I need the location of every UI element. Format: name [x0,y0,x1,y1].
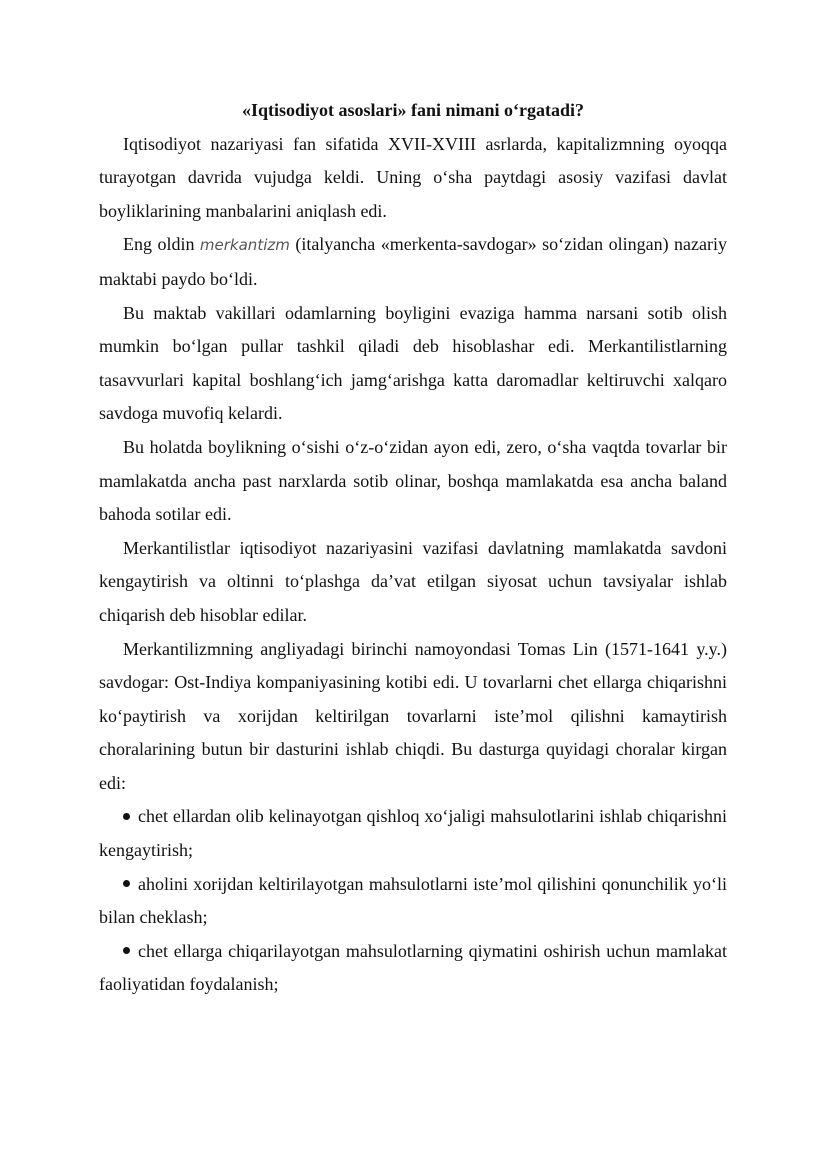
list-item [99,935,727,1002]
list-item [99,800,727,867]
document-title: «Iqtisodiyot asoslari» fani nimani o‘rgatadi? [241,100,585,120]
list-item-text: chet ellarga chiqarilayotgan mahsulotlarning qiymatini oshirish uchun mamlakat faoliyatidan foydalanish; [99,940,727,995]
bullet-dot-icon [123,947,130,954]
paragraph-2-lead: Eng oldin [123,234,200,255]
document-page [99,94,727,1002]
paragraph-3: Bu maktab vakillari odamlarning boyligini evaziga hamma narsani sotib olish mumkin bo‘lgan pullar tashkil qiladi deb hisoblashar edi. Merkantilistlarning tasavvurlari kapital boshlang‘ich jamg‘arishga katta daromadlar keltiruvchi xalqaro savdoga muvofiq kelardi. [99,302,727,424]
bullet-dot-icon [123,813,130,820]
paragraph-5: Merkantilistlar iqtisodiyot nazariyasini vazifasi davlatning mamlakatda savdoni kengaytirish va oltinni to‘plashga da’vat etilgan siyosat uchun tavsiyalar ishlab chiqarish deb hisoblar edilar. [99,537,727,625]
paragraph-6: Merkantilizmning angliyadagi birinchi namoyondasi Tomas Lin (1571-1641 y.y.) savdogar: Ost-Indiya kompaniyasining kotibi edi. U tovarlarni chet ellarga chiqarishni ko‘paytirish va xorijdan keltirilgan tovarlarni iste’mol qilishni kamaytirish choralarining butun bir dasturini ishlab chiqdi. Bu dasturga quyidagi choralar kirgan edi: [99,638,727,793]
list-item [99,868,727,935]
term-merkantizm: merkantizm [199,236,290,255]
paragraph-2 [99,228,727,296]
paragraph-1: Iqtisodiyot nazariyasi fan sifatida XVII-XVIII asrlarda, kapitalizmning oyoqqa turayotgan davrida vujudga keldi. Uning o‘sha paytdagi asosiy vazifasi davlat boyliklarining manbalarini aniqlash edi. [99,133,727,221]
bullet-dot-icon [123,880,130,887]
list-item-text: aholini xorijdan keltirilayotgan mahsulotlarni iste’mol qilishini qonunchilik yo‘li bilan cheklash; [99,873,727,928]
paragraph-2-rest: (italyancha «merkenta-savdogar» so‘zidan olingan) nazariy maktabi paydo bo‘ldi. [99,234,727,289]
paragraph-4: Bu holatda boylikning o‘sishi o‘z-o‘zidan ayon edi, zero, o‘sha vaqtda tovarlar bir mamlakatda ancha past narxlarda sotib olinar, boshqa mamlakatda esa ancha baland bahoda sotilar edi. [99,436,727,525]
list-item-text: chet ellardan olib kelinayotgan qishloq xo‘jaligi mahsulotlarini ishlab chiqarishni kengaytirish; [99,806,727,861]
